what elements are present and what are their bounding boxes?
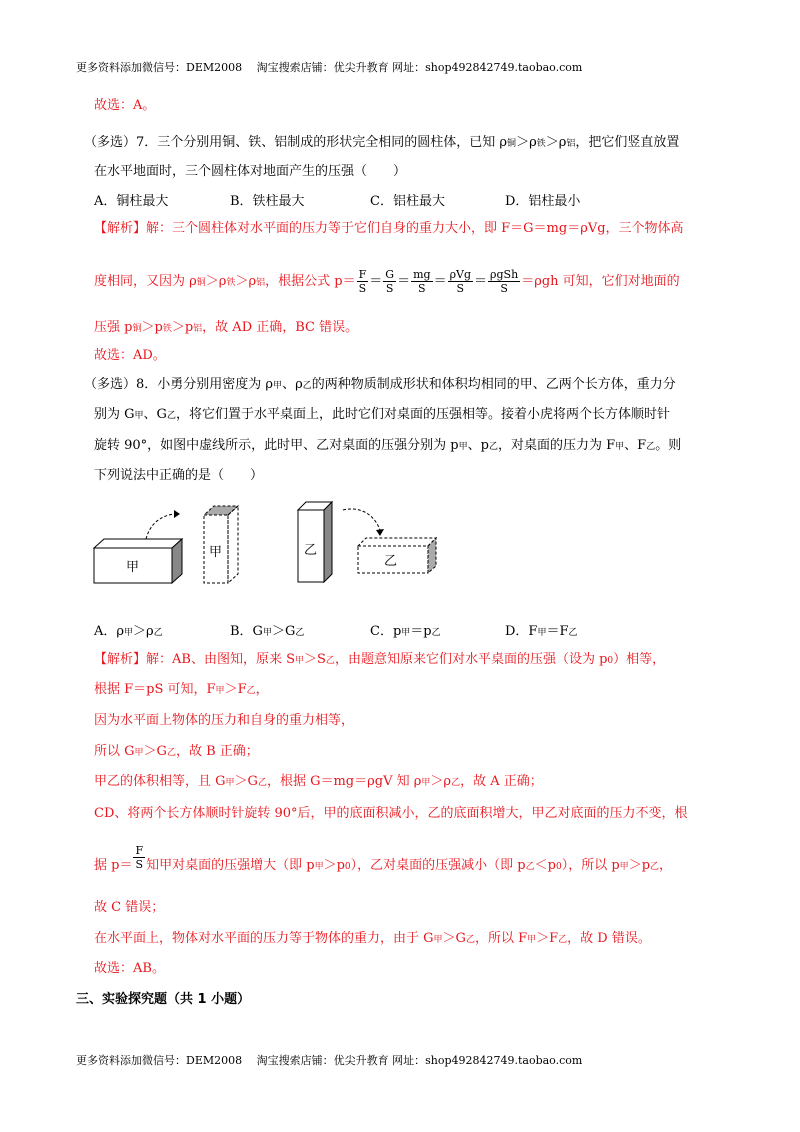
- q8-stem-line1: （多选）8．小勇分别用密度为 ρ甲、ρ乙的两种物质制成形状和体积均相同的甲、乙两个长方体，重力分: [84, 377, 676, 392]
- q8-analysis-line6: CD、将两个长方体顺时针旋转 90°后，甲的底面积减小，乙的底面积增大，甲乙对底面的压力不变，根: [94, 806, 688, 821]
- q6-answer: 故选：A。: [94, 98, 156, 113]
- q8-analysis-line9: 在水平面上，物体对水平面的压力等于物体的重力，由于 G甲＞G乙，所以 F甲＞F乙，故 D 错误。: [94, 931, 651, 946]
- analysis-tag: 【解析】: [94, 221, 147, 236]
- q8-option-b: B．G甲＞G乙: [230, 624, 305, 639]
- svg-text:乙: 乙: [304, 543, 318, 558]
- rotate-arrow-1: [146, 514, 174, 539]
- q8-option-c: C．p甲＝p乙: [370, 624, 441, 639]
- q8-answer: 故选：AB。: [94, 961, 165, 976]
- q8-stem-line2: 别为 G甲、G乙，将它们置于水平桌面上，此时它们对桌面的压强相等。接着小虎将两个长方体顺时针: [94, 407, 670, 422]
- box-jia-rotated: [204, 506, 238, 583]
- q7-option-c: C．铝柱最大: [370, 194, 445, 209]
- svg-text:甲: 甲: [126, 560, 140, 575]
- svg-text:乙: 乙: [384, 554, 398, 569]
- box-yi-original: [298, 502, 332, 582]
- q8-analysis-line7: 据 p＝ $\frac{F}{S}$ 知甲对桌面的压强增大（即 p甲＞p0），乙对桌面的压强减小（即 p乙＜p0），所以 p甲＞p乙，: [94, 844, 673, 873]
- q8-analysis-line1: 【解析】解：AB、由图知，原来 S甲＞S乙，由题意知原来它们对水平桌面的压强（设为 p0）相等，: [94, 652, 666, 667]
- rotate-arrow-2: [343, 509, 380, 530]
- q8-analysis-line2: 根据 F＝pS 可知，F甲＞F乙，: [94, 682, 269, 697]
- page-footer: 更多资料添加微信号：DEM2008 淘宝搜索店铺：优尖升教育 网址：shop492842749.taobao.com: [76, 1054, 583, 1067]
- box-yi-rotated: [358, 538, 436, 573]
- q7-option-b: B．铁柱最大: [230, 194, 305, 209]
- q7-answer: 故选：AD。: [94, 348, 166, 363]
- q8-figure: [88, 496, 448, 596]
- q8-analysis-line3: 因为水平面上物体的压力和自身的重力相等，: [94, 713, 355, 728]
- q8-analysis-line5: 甲乙的体积相等，且 G甲＞G乙，根据 G＝mg＝ρgV 知 ρ甲＞ρ乙，故 A 正确；: [94, 774, 543, 789]
- q7-analysis-line2: 度相同，又因为 ρ铜＞ρ铁＞ρ铝，根据公式 p＝ $\frac{F}{S}$ ＝ $\frac{G}{S}$ ＝ $\frac{mg}{S}$ ＝ $\frac{\text{ρVg}}{S}$ ＝ $\frac{\text{ρgSh}}{S}$ ＝ρgh 可知，它们对地面的: [94, 268, 680, 295]
- q8-option-a: A．ρ甲＞ρ乙: [94, 624, 163, 639]
- section-title: 三、实验探究题（共 1 小题）: [76, 992, 251, 1007]
- q7-stem-line1: （多选）7．三个分别用铜、铁、铝制成的形状完全相同的圆柱体，已知 ρ铜＞ρ铁＞ρ铝，把它们竖直放置: [84, 135, 680, 150]
- svg-text:甲: 甲: [209, 545, 223, 560]
- q8-analysis-line8: 故 C 错误；: [94, 900, 165, 915]
- q7-option-d: D．铝柱最小: [505, 194, 581, 209]
- q7-option-a: A．铜柱最大: [94, 194, 169, 209]
- q8-stem-line4: 下列说法中正确的是（ ）: [94, 468, 264, 483]
- q8-option-d: D．F甲＝F乙: [505, 624, 578, 639]
- box-jia-original: [94, 539, 182, 583]
- q7-formula: $\frac{F}{S}$ ＝ $\frac{G}{S}$ ＝ $\frac{mg}{S}$ ＝ $\frac{\text{ρVg}}{S}$ ＝ $\frac{\text{ρgSh}}{S}$: [358, 268, 519, 295]
- q7-analysis-line3: 压强 p铜＞p铁＞p铝，故 AD 正确，BC 错误。: [94, 320, 359, 335]
- q7-stem-line2: 在水平地面时，三个圆柱体对地面产生的压强（ ）: [94, 164, 407, 179]
- q8-stem-line3: 旋转 90°，如图中虚线所示，此时甲、乙对桌面的压强分别为 p甲、p乙，对桌面的压力为 F甲、F乙。则: [94, 438, 682, 453]
- page-header: 更多资料添加微信号：DEM2008 淘宝搜索店铺：优尖升教育 网址：shop492842749.taobao.com: [76, 61, 583, 74]
- q7-analysis-line1: 【解析】解：三个圆柱体对水平面的压力等于它们自身的重力大小，即 F＝G＝mg＝ρVg，三个物体高: [94, 221, 684, 236]
- analysis-tag: 【解析】: [94, 652, 147, 667]
- q8-analysis-line4: 所以 G甲＞G乙，故 B 正确；: [94, 744, 259, 759]
